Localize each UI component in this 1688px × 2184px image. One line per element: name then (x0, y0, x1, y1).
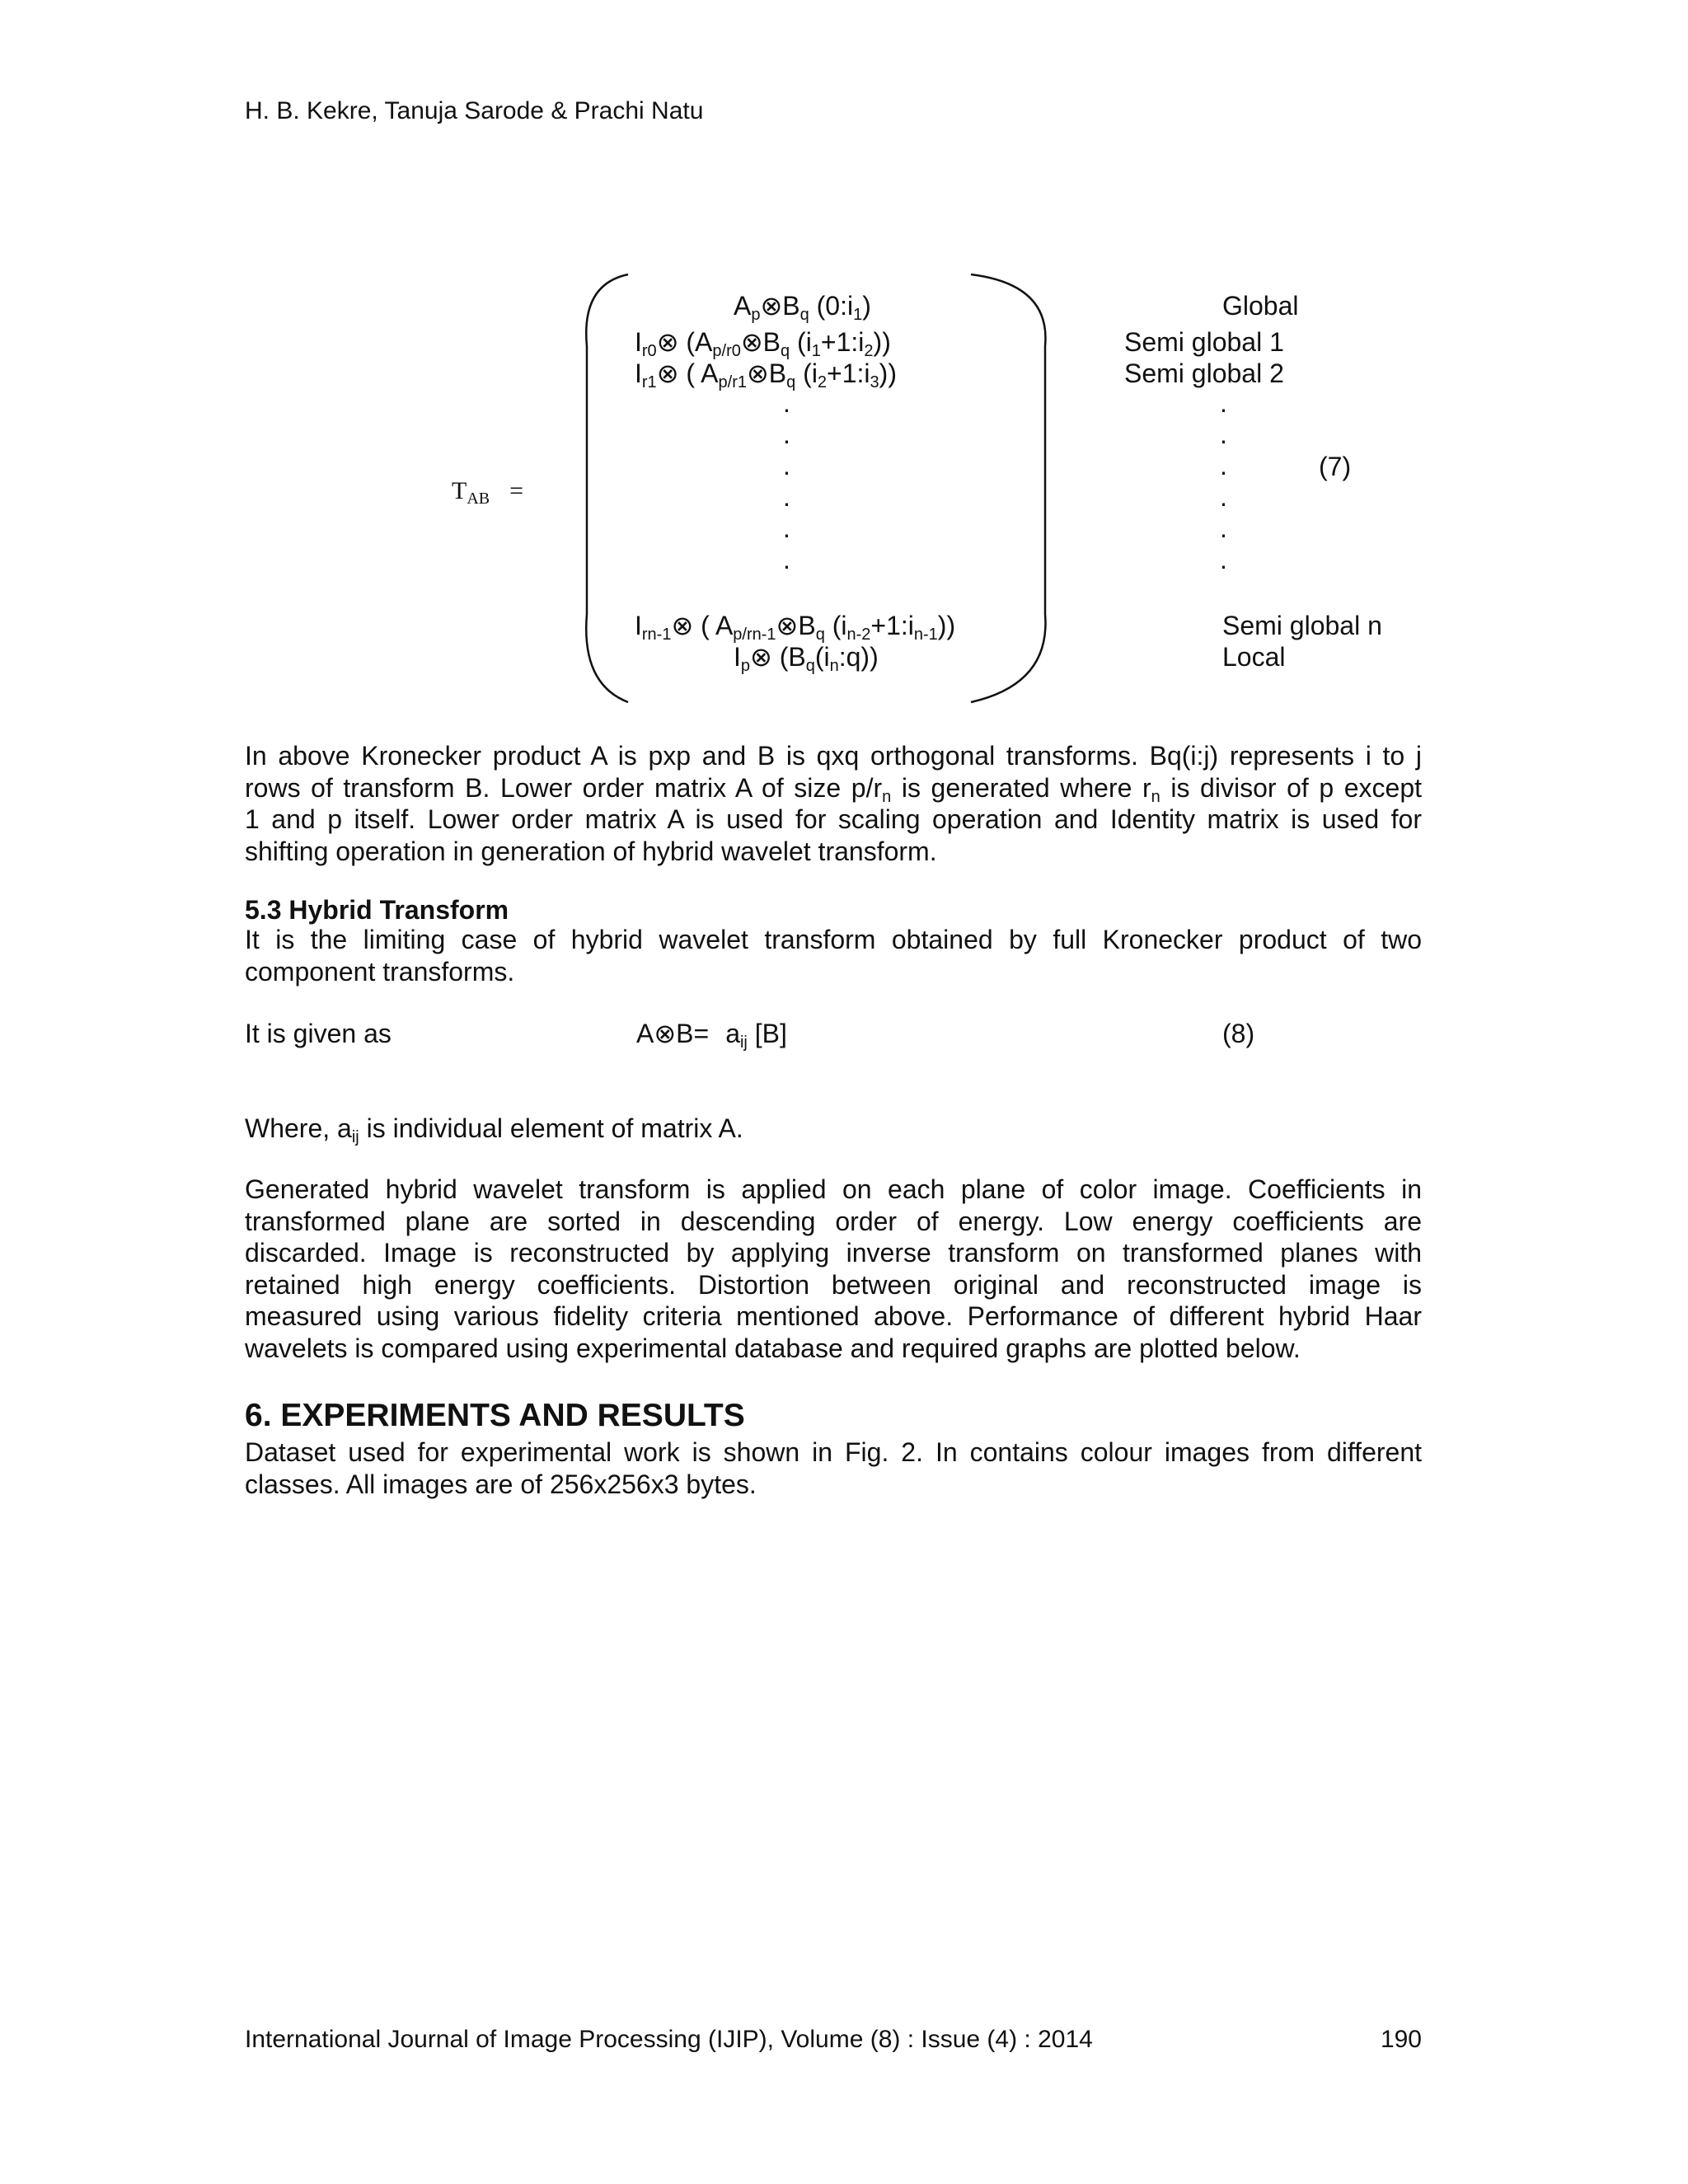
paragraph-experiments (245, 1436, 1422, 1500)
where-line: Where, $a_{ij}$ is individual element of matrix A. (245, 1113, 743, 1146)
matrix-dot: . (783, 388, 790, 418)
text-line: Generated hybrid wavelet transform is applied on each plane of color image. Coefficients in (245, 1174, 1422, 1204)
matrix-dot: . (783, 451, 790, 480)
text-line: It is the limiting case of hybrid wavelet transform obtained by full Kronecker product of two (245, 925, 1422, 954)
running-header: H. B. Kekre, Tanuja Sarode & Prachi Natu (245, 97, 704, 124)
section-heading-6: 6. EXPERIMENTS AND RESULTS (245, 1398, 745, 1433)
matrix-row-1: $A_p\otimes B_q$ $(0:i_1)$ (734, 291, 871, 324)
matrix-row-2: $I_{r0}\otimes$ ($A_{p/r0}\otimes B_q$ $(i_1+1:i_2)$) (635, 327, 891, 360)
equation-8-expression: A⊗B= $a_{ij}$ [B] (636, 1019, 787, 1052)
label-semi-global-n: Semi global n (1222, 611, 1382, 640)
text-line: In above Kronecker product A is pxp and B is qxq orthogonal transforms. Bq(i:j) represents i to j (245, 741, 1422, 771)
label-semi-global-2: Semi global 2 (1124, 359, 1284, 388)
text-line: measured using various fidelity criteria mentioned above. Performance of different hybrid Haar (245, 1301, 1422, 1331)
text-line: Dataset used for experimental work is shown in Fig. 2. In contains colour images from different (245, 1437, 1422, 1467)
equation-8-lead: It is given as (245, 1019, 392, 1048)
section-heading-5-3: 5.3 Hybrid Transform (245, 895, 509, 925)
label-dot: . (1220, 388, 1227, 418)
paragraph-hybrid-transform (245, 924, 1422, 987)
footer-journal: International Journal of Image Processing (IJIP), Volume (8) : Issue (4) : 2014 (245, 2026, 1093, 2053)
matrix-row-3: $I_{r1}\otimes$ ( $A_{p/r1}\otimes B_q$ $(i_2+1:i_3)$) (635, 359, 897, 391)
right-bracket (971, 274, 1045, 702)
matrix-dot: . (783, 513, 790, 543)
label-semi-global-1: Semi global 1 (1124, 327, 1284, 357)
matrix-dot: . (783, 482, 790, 512)
label-dot: . (1220, 419, 1227, 449)
matrix-dot: . (783, 545, 790, 574)
text-line: shifting operation in generation of hybrid wavelet transform. (245, 836, 937, 866)
matrix-row-n: $I_p\otimes$ $(B_q(i_n:q))$ (734, 642, 879, 675)
text-line: rows of transform B. Lower order matrix A of size $p/r_n$ is generated where $r_n$ is divisor of p except (245, 772, 1423, 806)
paragraph-kronecker (245, 740, 1422, 867)
label-dot: . (1220, 513, 1227, 543)
equation-number-8: (8) (1222, 1019, 1255, 1048)
label-dot: . (1220, 545, 1227, 574)
matrix-dot: . (783, 419, 790, 449)
text-line: discarded. Image is reconstructed by applying inverse transform on transformed planes with (245, 1238, 1422, 1268)
left-bracket (586, 274, 628, 702)
text-line: component transforms. (245, 956, 515, 987)
text-line: transformed plane are sorted in descending order of energy. Low energy coefficients are (245, 1206, 1422, 1236)
label-dot: . (1220, 451, 1227, 480)
label-local: Local (1222, 642, 1286, 672)
text-line: classes. All images are of 256x256x3 bytes. (245, 1469, 757, 1499)
label-dot: . (1220, 482, 1227, 512)
page-number: 190 (1380, 2026, 1422, 2053)
label-global: Global (1222, 291, 1299, 321)
text-line: wavelets is compared using experimental database and required graphs are plotted below. (245, 1333, 1301, 1363)
text-line: 1 and p itself. Lower order matrix A is used for scaling operation and Identity matrix is used for (245, 804, 1422, 834)
paragraph-generated-transform (245, 1174, 1422, 1364)
text-line: retained high energy coefficients. Distortion between original and reconstructed image is (245, 1269, 1422, 1300)
equation-lhs: $T_{AB}$ = (452, 477, 524, 508)
equation-number-7: (7) (1319, 452, 1352, 481)
matrix-row-n-1: $I_{rn-1}\otimes$ ( $A_{p/rn-1}\otimes B_q$ $(i_{n-2}+1:i_{n-1})$) (635, 611, 956, 644)
